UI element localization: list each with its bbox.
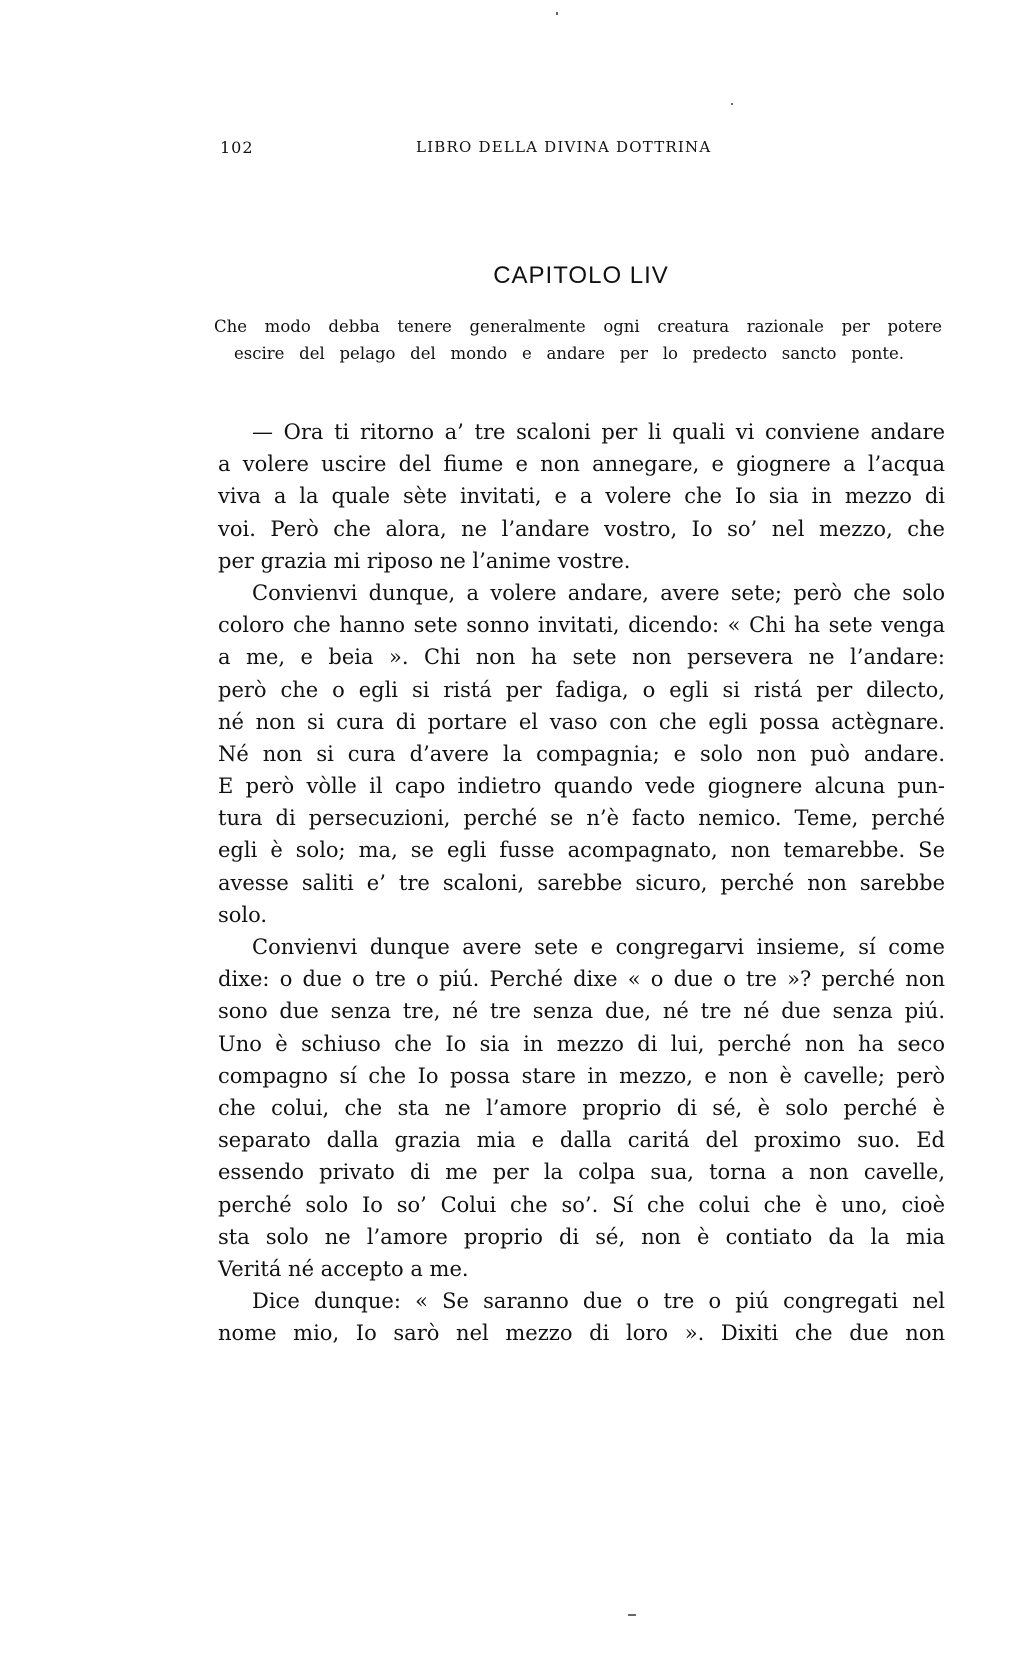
paragraph-1 [218,416,945,577]
text-line: Dice dunque: « Se saranno due o tre o piú congregati nel [252,1289,945,1314]
page-number: 102 [220,138,254,157]
text-line: sono due senza tre, né tre senza due, né tre né due senza piú. [218,999,945,1024]
text-line: a volere uscire del fiume e non annegare, e giognere a l’acqua [218,452,945,477]
running-header [220,138,763,162]
text-line: nome mio, Io sarò nel mezzo di loro ». Dixiti che due non [218,1321,945,1346]
text-line: Veritá né accepto a me. [218,1256,469,1281]
text-line: viva a la quale sète invitati, e a volere che Io sia in mezzo di [218,484,945,509]
text-line: voi. Però che alora, ne l’andare vostro, Io so’ nel mezzo, che [218,516,945,541]
text-line: sta solo ne l’amore proprio di sé, non è contiato da la mia [218,1224,945,1249]
summary-line: Che modo debba tenere generalmente ogni creatura razionale per potere [214,317,942,336]
text-line: Uno è schiuso che Io sia in mezzo di lui, perché non ha seco [218,1031,945,1056]
paragraph-3 [218,931,945,1285]
text-line: dixe: o due o tre o piú. Perché dixe « o due o tre »? perché non [218,967,945,992]
text-line: coloro che hanno sete sonno invitati, dicendo: « Chi ha sete venga [218,613,945,638]
scan-speck-right [731,103,733,105]
text-line: essendo privato di me per la colpa sua, torna a non cavelle, [218,1160,945,1185]
text-line: avesse saliti e’ tre scaloni, sarebbe sicuro, perché non sarebbe [218,870,945,895]
text-line: perché solo Io so’ Colui che so’. Sí che colui che è uno, cioè [218,1192,945,1217]
text-line: separato dalla grazia mia e dalla caritá del proximo suo. Ed [218,1128,945,1153]
text-line: né non si cura di portare el vaso con che egli possa actègnare. [218,709,945,734]
scan-speck-bottom [628,1614,636,1616]
text-line: E però vòlle il capo indietro quando vede giognere alcuna pun- [218,774,945,799]
text-line: che colui, che sta ne l’amore proprio di sé, è solo perché è [218,1095,945,1120]
text-line: a me, e beia ». Chi non ha sete non persevera ne l’andare: [218,645,945,670]
text-line: Convienvi dunque, a volere andare, avere sete; però che solo [252,580,945,605]
text-line: Né non si cura d’avere la compagnia; e solo non può andare. [218,741,945,766]
running-title: LIBRO DELLA DIVINA DOTTRINA [416,138,712,156]
chapter-title: CAPITOLO LIV [493,262,669,289]
text-line: compagno sí che Io possa stare in mezzo, e non è cavelle; però [218,1063,945,1088]
text-line: per grazia mi riposo ne l’anime vostre. [218,548,631,573]
text-line: egli è solo; ma, se egli fusse acompagnato, non temarebbe. Se [218,838,945,863]
text-line: Convienvi dunque avere sete e congregarvi insieme, sí come [252,935,945,959]
chapter-summary [214,313,942,367]
summary-line: escire del pelago del mondo e andare per lo predecto sancto ponte. [234,344,904,363]
text-line: però che o egli si ristá per fadiga, o egli si ristá per dilecto, [218,677,945,702]
text-line: tura di persecuzioni, perché se n’è facto nemico. Teme, perché [218,806,945,831]
paragraph-4 [218,1285,945,1349]
scan-speck-top [556,12,558,15]
paragraph-2 [218,577,945,931]
text-line: solo. [218,902,268,927]
body-text [218,416,945,1349]
text-line: — Ora ti ritorno a’ tre scaloni per li quali vi conviene andare [252,420,945,444]
